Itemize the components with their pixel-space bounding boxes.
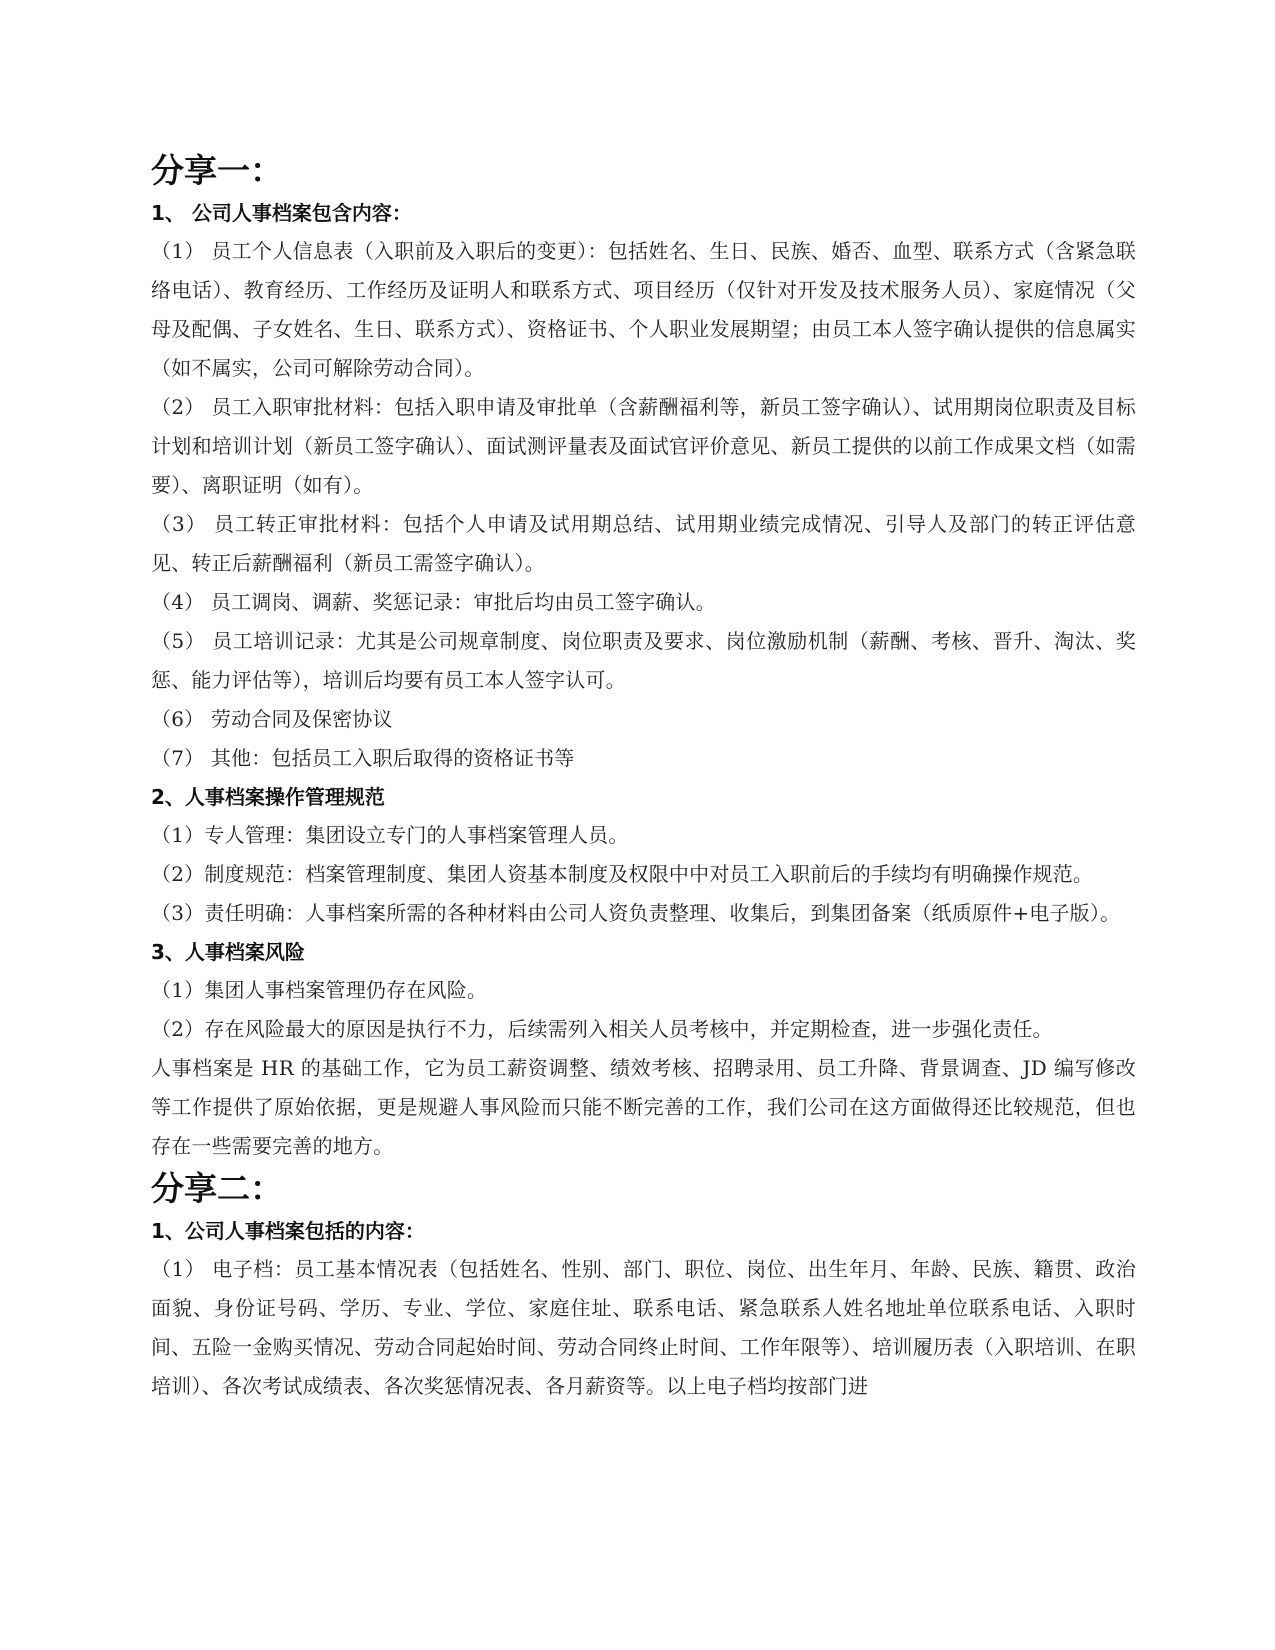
section-1-sub-3-item-2: （2）存在风险最大的原因是执行不力，后续需列入相关人员考核中，并定期检查，进一步强化责任。 [151,1017,1053,1041]
section-1-sub-1-item-4: （4） 员工调岗、调薪、奖惩记录：审批后均由员工签字确认。 [151,590,716,614]
section-1-sub-3-item-1: （1）集团人事档案管理仍存在风险。 [151,978,488,1002]
section-1-sub-2-item-3: （3）责任明确：人事档案所需的各种材料由公司人资负责整理、收集后，到集团备案（纸质原件+电子版）。 [151,901,1121,925]
section-1-sub-1-item-5: （5） 员工培训记录：尤其是公司规章制度、岗位职责及要求、岗位激励机制（薪酬、考核、晋升、淘汰、奖惩、能力评估等），培训后均要有员工本人签字认可。 [151,629,1136,692]
section-2-heading: 分享二： [151,1169,283,1208]
section-1-sub-1-item-1: （1） 员工个人信息表（入职前及入职后的变更）：包括姓名、生日、民族、婚否、血型、联系方式（含紧急联络电话）、教育经历、工作经历及证明人和联系方式、项目经历（仅针对开发及技术服务人员）、家庭情况（父母及配偶、子女姓名、生日、联系方式）、资格证书、个人职业发展期望；由员工本人签字确认提供的信息属实（如不属实，公司可解除劳动合同）。 [151,239,1136,380]
section-1-sub-3-title: 3、人事档案风险 [151,940,305,964]
section-1-summary: 人事档案是 HR 的基础工作，它为员工薪资调整、绩效考核、招聘录用、员工升降、背景调查、JD 编写修改等工作提供了原始依据，更是规避人事风险而只能不断完善的工作，我们公司在这方面做得还比较规范，但也存在一些需要完善的地方。 [151,1056,1136,1158]
section-2-sub-1-item-1: （1） 电子档：员工基本情况表（包括姓名、性别、部门、职位、岗位、出生年月、年龄、民族、籍贯、政治面貌、身份证号码、学历、专业、学位、家庭住址、联系电话、紧急联系人姓名地址单位联系电话、入职时间、五险一金购买情况、劳动合同起始时间、劳动合同终止时间、工作年限等）、培训履历表（入职培训、在职培训）、各次考试成绩表、各次奖惩情况表、各月薪资等。以上电子档均按部门进 [151,1257,1136,1398]
section-1-sub-1-title: 1、 公司人事档案包含内容： [151,201,412,225]
section-2-sub-1-title: 1、公司人事档案包括的内容： [151,1219,425,1243]
section-1-sub-2-item-1: （1）专人管理：集团设立专门的人事档案管理人员。 [151,823,629,847]
section-1-sub-1-item-7: （7） 其他：包括员工入职后取得的资格证书等 [151,746,575,770]
section-1-sub-1-item-6: （6） 劳动合同及保密协议 [151,707,393,731]
section-1-sub-1-item-2: （2） 员工入职审批材料：包括入职申请及审批单（含薪酬福利等，新员工签字确认）、试用期岗位职责及目标计划和培训计划（新员工签字确认）、面试测评量表及面试官评价意见、新员工提供的以前工作成果文档（如需要）、离职证明（如有）。 [151,395,1136,497]
section-1-sub-2-item-2: （2）制度规范：档案管理制度、集团人资基本制度及权限中中对员工入职前后的手续均有明确操作规范。 [151,862,1094,886]
document-page [151,148,1136,1406]
section-1-sub-1-item-3: （3） 员工转正审批材料：包括个人申请及试用期总结、试用期业绩完成情况、引导人及部门的转正评估意见、转正后薪酬福利（新员工需签字确认）。 [151,512,1136,575]
section-1-sub-2-title: 2、人事档案操作管理规范 [151,785,385,809]
section-1-heading: 分享一： [151,151,283,190]
